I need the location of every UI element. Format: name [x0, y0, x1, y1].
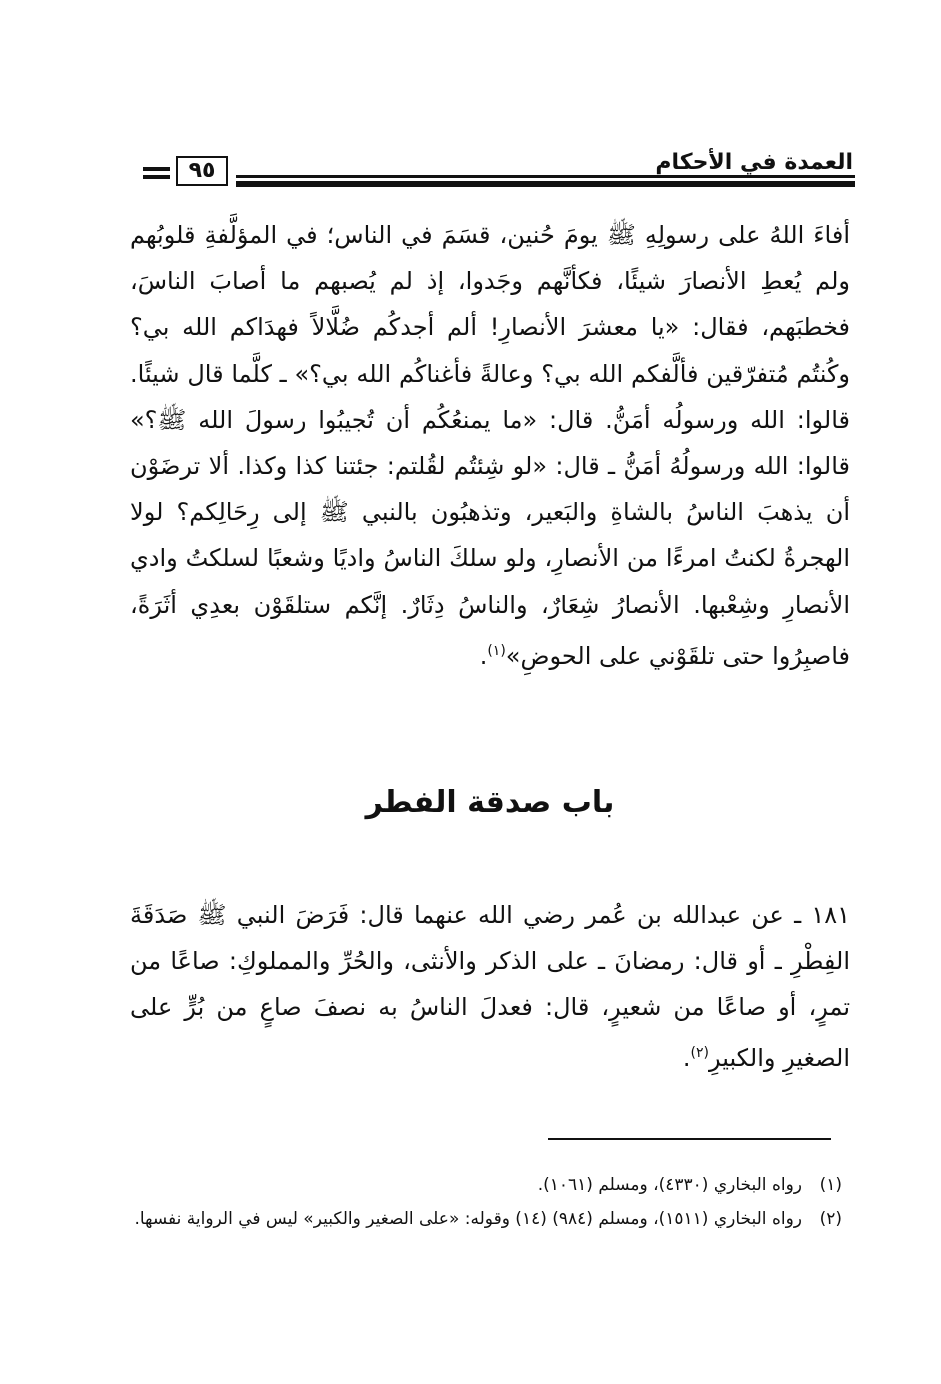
hadith-paragraph — [130, 892, 850, 1081]
footnote-ref-2: (٢) — [690, 1045, 709, 1061]
footnote-number: (١) — [819, 1175, 842, 1195]
page-number: ٩٥ — [176, 156, 228, 186]
header-rule-thin — [236, 175, 855, 178]
footnote-number: (٢) — [819, 1209, 842, 1229]
body-paragraph-text: أفاءَ اللهُ على رسولِهِ ﷺ يومَ حُنين، قسَمَ في الناس؛ في المؤلَّفةِ قلوبُهم ولم يُعطِ الأنصارَ شيئًا، فكأنَّهم وجَدوا، إذ لم يُصبهم ما أصابَ الناسَ، فخطبَهم، فقال: «يا معشرَ الأنصارِ! ألم أجدكُم ضُلَّالاً فهدَاكم الله بي؟ وكُنتُم مُتفرّقين فألَّفكم الله بي؟ وعالةً فأغناكُم الله بي؟» ـ كلَّما قال شيئًا. قالوا: الله ورسولُه أمَنُّ. قال: «ما يمنعُكُم أن تُجيبُوا رسولَ الله ﷺ؟» قالوا: الله ورسولُهُ أمَنُّ ـ قال: «لو شِئتُم لقُلتم: جئتنا كذا وكذا. ألا ترضَوْن أن يذهبَ الناسُ بالشاةِ والبَعير، وتذهبُون بالنبي ﷺ إلى رِحَالِكم؟ لولا الهجرةُ لكنتُ امرءًا من الأنصارِ، ولو سلكَ الناسُ واديًا وشعبًا لسلكتُ وادي الأنصارِ وشِعْبها. الأنصارُ شِعَارٌ، والناسُ دِثَارٌ. إنَّكم ستلقَوْن بعدِي أثَرَةً، فاصبِرُوا حتى تلقَوْني على الحوضِ» — [130, 221, 850, 670]
footnotes — [130, 1170, 842, 1238]
footnote-ref-1: (١) — [487, 642, 506, 659]
end-mark: . — [682, 1044, 691, 1072]
page-header — [140, 150, 855, 200]
footnote-text: رواه البخاري (٤٣٣٠)، ومسلم (١٠٦١). — [537, 1175, 802, 1195]
header-rule-thick — [236, 181, 855, 187]
hadith-text: ١٨١ ـ عن عبدالله بن عُمر رضي الله عنهما قال: فَرَضَ النبي ﷺ صَدَقَةَ الفِطْرِ ـ أو قال: رمضانَ ـ على الذكر والأنثى، والحُرِّ والمملوكِ: صاعًا من تمرٍ، أو صاعًا من شعيرٍ، قال: فعدلَ الناسُ به نصفَ صاعٍ من بُرٍّ على الصغيرِ والكبيرِ — [130, 901, 850, 1072]
footnote-item — [130, 1204, 842, 1234]
section-heading: باب صدقة الفطر — [365, 785, 615, 820]
body-paragraph — [130, 212, 850, 679]
footnote-separator — [548, 1138, 831, 1140]
book-title: العمدة في الأحكام — [655, 150, 853, 175]
end-mark: . — [479, 641, 488, 670]
header-rule-short — [143, 175, 170, 179]
header-rule-short — [143, 167, 170, 171]
footnote-text: رواه البخاري (١٥١١)، ومسلم (٩٨٤) (١٤) وقوله: «على الصغير والكبير» ليس في الرواية نفسها. — [134, 1209, 802, 1229]
footnote-item — [130, 1170, 842, 1200]
